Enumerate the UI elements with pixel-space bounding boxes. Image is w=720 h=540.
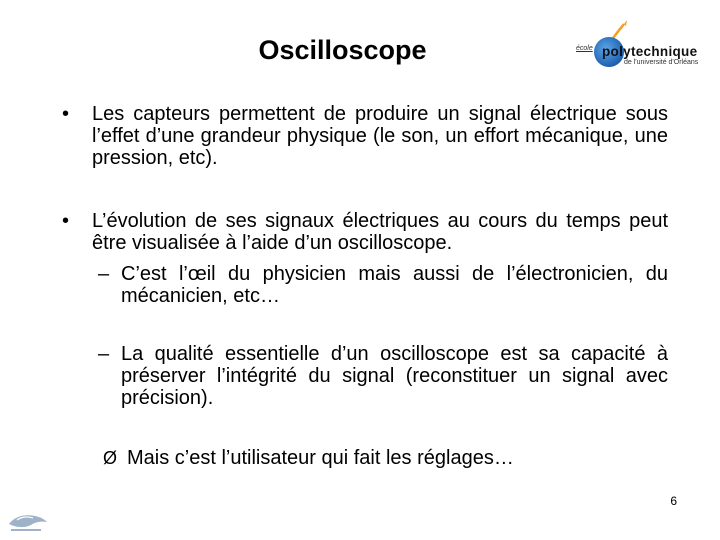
logo-ecole-text: école [576, 45, 593, 52]
slide-title: Oscilloscope [258, 35, 427, 65]
bullet-text-2: L’évolution de ses signaux électriques au cours du temps peut être visualisée à l’aide d’un oscilloscope. [92, 210, 668, 254]
bullet-marker: • [62, 210, 70, 232]
university-logo-icon [5, 508, 49, 534]
dash-marker: – [98, 263, 110, 285]
dash-marker: – [98, 343, 110, 365]
conclusion-text: Mais c’est l’utilisateur qui fait les réglages… [127, 447, 514, 469]
sub-item-text-1: C’est l’œil du physicien mais aussi de l’électronicien, du mécanicien, etc… [121, 263, 668, 307]
bullet-marker: • [62, 103, 70, 125]
arrow-bullet-icon: Ø [103, 448, 118, 468]
logo-subtitle: de l'université d'Orléans [624, 59, 699, 66]
polytechnique-logo [572, 20, 707, 78]
page-number: 6 [670, 494, 677, 508]
logo-name: polytechnique [602, 44, 698, 59]
bullet-text-1: Les capteurs permettent de produire un signal électrique sous l’effet d’une grandeur physique (le son, un effort mécanique, une pression, etc). [92, 103, 668, 169]
sub-item-text-2: La qualité essentielle d’un oscilloscope est sa capacité à préserver l’intégrité du signal (reconstituer un signal avec précision). [121, 343, 668, 409]
